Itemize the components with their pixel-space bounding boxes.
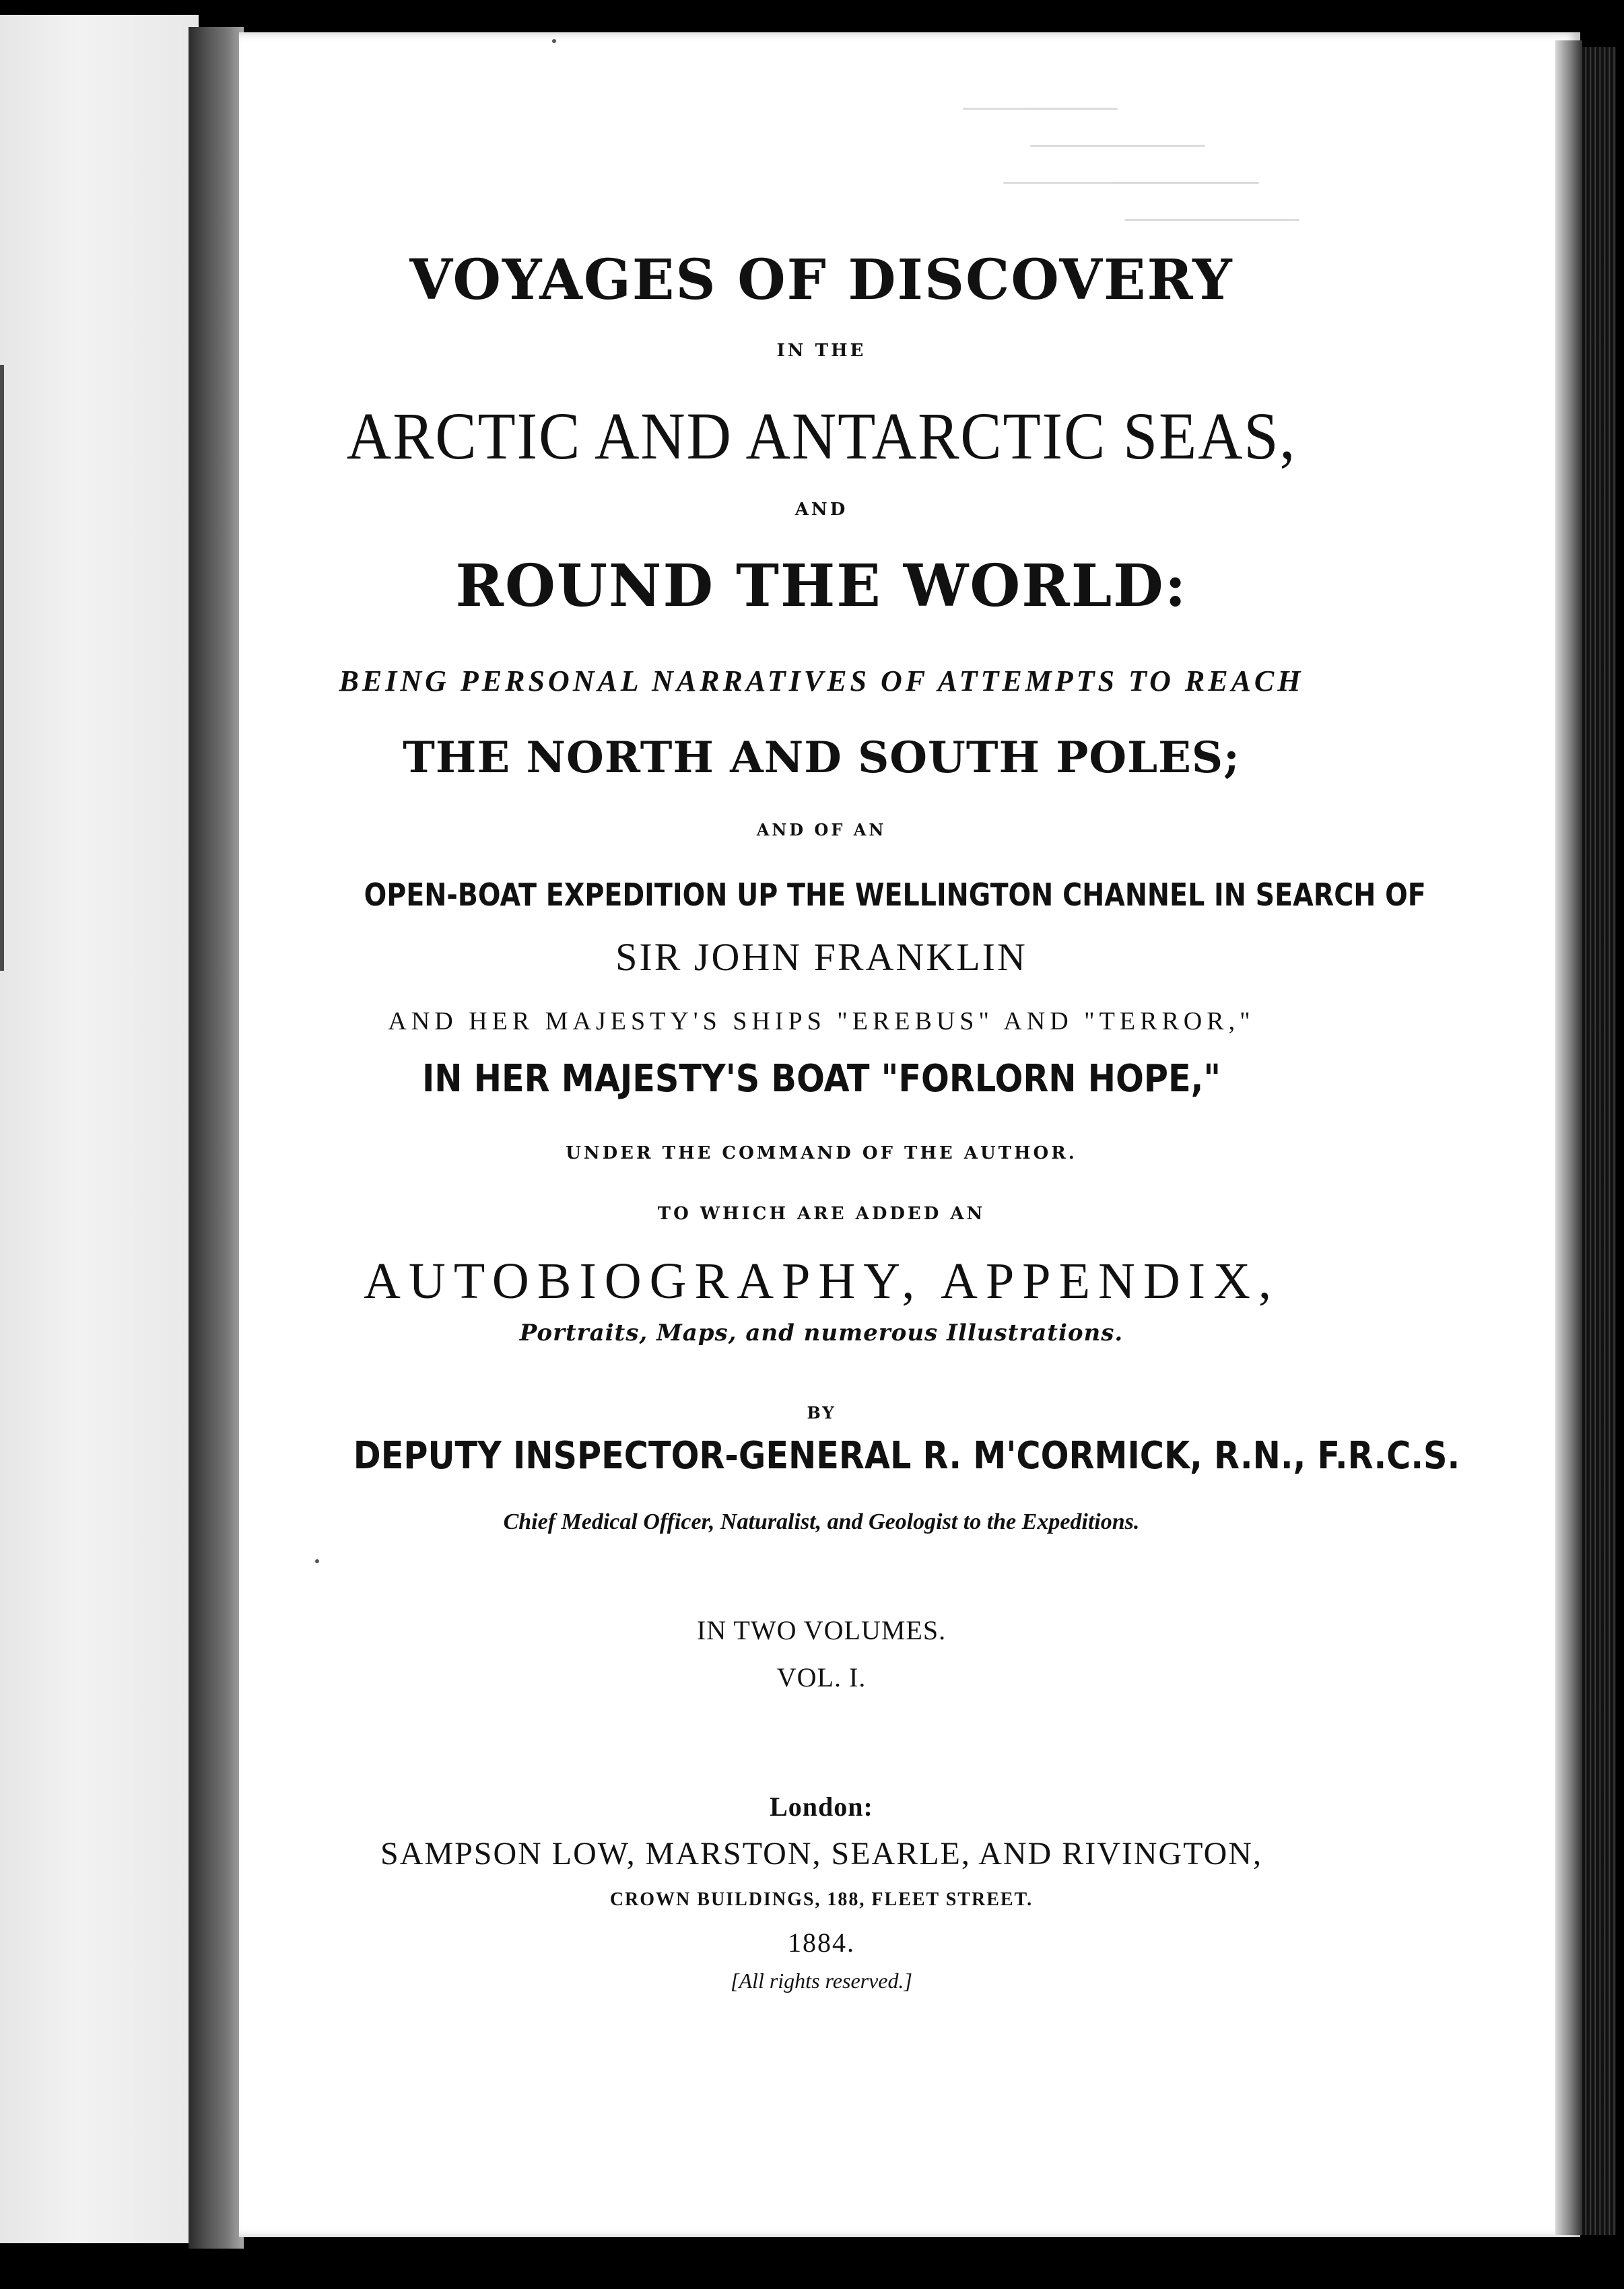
author-role: Chief Medical Officer, Naturalist, and Geologist to the Expeditions. bbox=[503, 1509, 1140, 1534]
subtitle-ships: AND HER MAJESTY'S SHIPS "EREBUS" AND "TERROR," bbox=[388, 1007, 1255, 1035]
paper-speck bbox=[315, 1559, 319, 1563]
main-title: VOYAGES OF DISCOVERY bbox=[409, 248, 1233, 312]
subtitle-forlorn-hope: IN HER MAJESTY'S BOAT "FORLORN HOPE," bbox=[421, 1057, 1221, 1101]
subtitle-narratives: BEING PERSONAL NARRATIVES OF ATTEMPTS TO REACH bbox=[339, 664, 1304, 697]
publisher-name: SAMPSON LOW, MARSTON, SEARLE, AND RIVINGTON, bbox=[380, 1836, 1262, 1872]
left-page bbox=[0, 15, 199, 2243]
author-by: BY bbox=[807, 1403, 836, 1423]
subtitle-connector-and-of-an: AND OF AN bbox=[756, 820, 887, 840]
title-connector-and: AND bbox=[794, 500, 848, 520]
page-right-edge-shadow bbox=[1555, 40, 1582, 2235]
subtitle-poles: THE NORTH AND SOUTH POLES; bbox=[403, 732, 1240, 783]
subtitle-illustrations: Portraits, Maps, and numerous Illustrations. bbox=[519, 1320, 1124, 1346]
volume-count: IN TWO VOLUMES. bbox=[696, 1615, 947, 1645]
publisher-address: CROWN BUILDINGS, 188, FLEET STREET. bbox=[609, 1889, 1034, 1910]
faint-pencil-annotation bbox=[949, 81, 1380, 256]
publication-year: 1884. bbox=[788, 1927, 855, 1958]
left-page-edge-mark bbox=[0, 365, 4, 971]
subtitle-open-boat-expedition: OPEN-BOAT EXPEDITION UP THE WELLINGTON CHANNEL IN SEARCH OF bbox=[364, 877, 1426, 913]
paper-speck bbox=[552, 39, 556, 43]
imprint-place: London: bbox=[770, 1791, 873, 1822]
volume-number: VOL. I. bbox=[776, 1662, 867, 1693]
subtitle-autobiography: AUTOBIOGRAPHY, APPENDIX, bbox=[364, 1253, 1279, 1309]
book-gutter bbox=[189, 27, 244, 2249]
title-arctic-antarctic: ARCTIC AND ANTARCTIC SEAS, bbox=[346, 399, 1297, 473]
subtitle-command: UNDER THE COMMAND OF THE AUTHOR. bbox=[566, 1143, 1077, 1163]
subtitle-franklin: SIR JOHN FRANKLIN bbox=[615, 935, 1027, 979]
subtitle-added: TO WHICH ARE ADDED AN bbox=[657, 1204, 986, 1224]
rights-notice: [All rights reserved.] bbox=[731, 1969, 912, 1993]
author-name: DEPUTY INSPECTOR-GENERAL R. M'CORMICK, R.N., F.R.C.S. bbox=[353, 1434, 1460, 1478]
book-page-edges bbox=[1582, 47, 1616, 2235]
title-connector-in-the: IN THE bbox=[776, 341, 867, 361]
title-round-the-world: ROUND THE WORLD: bbox=[455, 552, 1188, 620]
